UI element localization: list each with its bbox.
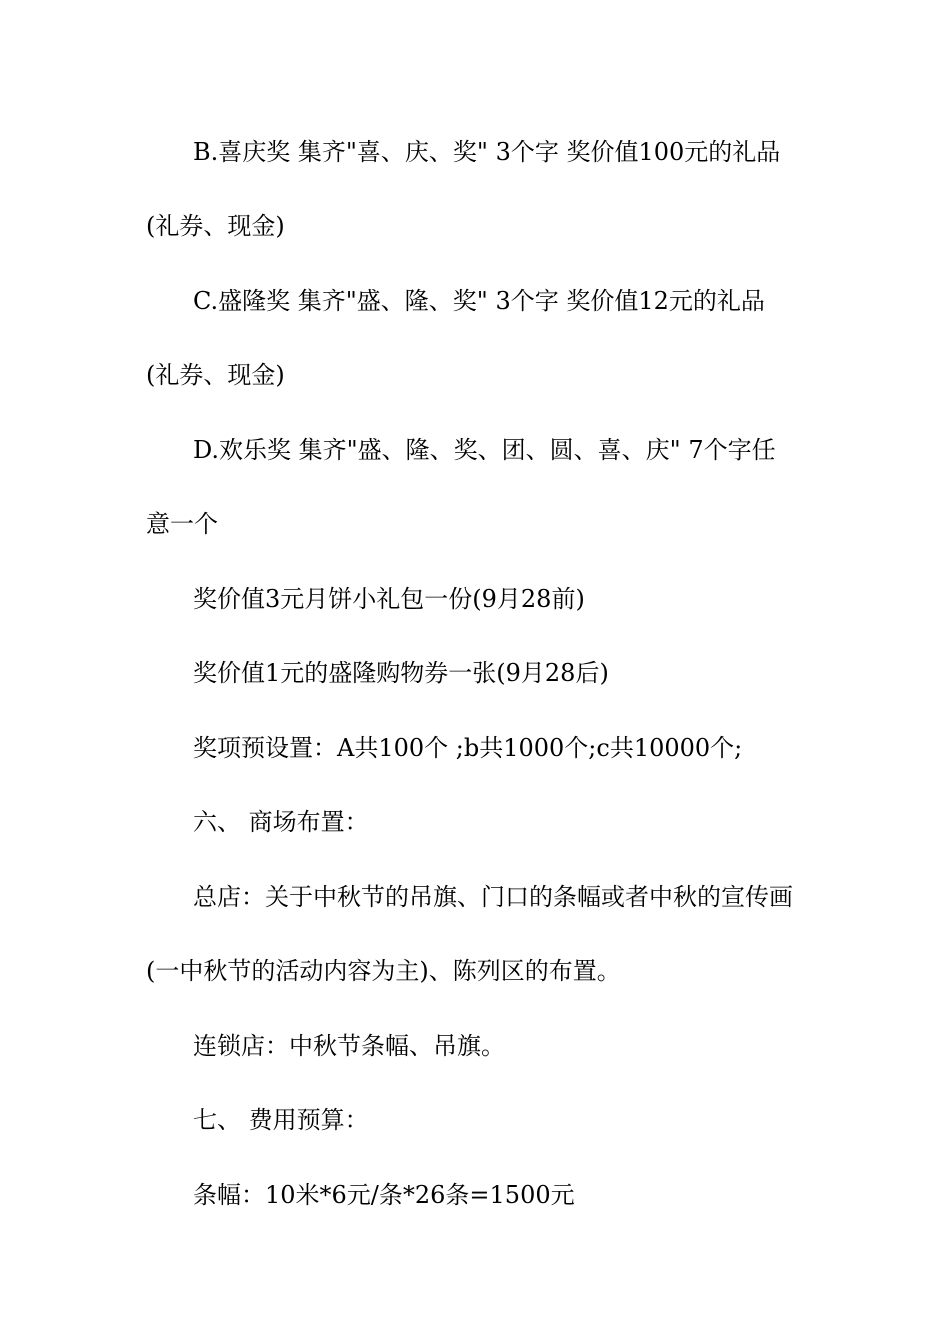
section-heading-budget: 七、 费用预算： <box>193 1106 369 1134</box>
prize-allocation-line: 奖项预设置：A共100个 ;b共1000个;c共10000个; <box>193 734 743 762</box>
prize-d-option-1: 奖价值3元月饼小礼包一份(9月28前) <box>193 585 585 613</box>
prize-b-continuation: (礼券、现金) <box>146 212 285 240</box>
banner-cost-line: 条幅：10米*6元/条*26条=1500元 <box>193 1181 575 1209</box>
section-heading-store-layout: 六、 商场布置： <box>193 808 369 836</box>
main-store-layout-line: 总店：关于中秋节的吊旗、门口的条幅或者中秋的宣传画 <box>193 883 793 911</box>
prize-c-line: C.盛隆奖 集齐"盛、隆、奖" 3个字 奖价值12元的礼品 <box>193 287 765 315</box>
prize-b-line: B.喜庆奖 集齐"喜、庆、奖" 3个字 奖价值100元的礼品 <box>193 138 781 166</box>
prize-d-continuation: 意一个 <box>146 510 218 538</box>
prize-d-line: D.欢乐奖 集齐"盛、隆、奖、团、圆、喜、庆" 7个字任 <box>193 436 776 464</box>
prize-d-option-2: 奖价值1元的盛隆购物券一张(9月28后) <box>193 659 609 687</box>
main-store-layout-continuation: (一中秋节的活动内容为主)、陈列区的布置。 <box>146 957 621 985</box>
prize-c-continuation: (礼券、现金) <box>146 361 285 389</box>
chain-store-layout-line: 连锁店：中秋节条幅、吊旗。 <box>193 1032 505 1060</box>
